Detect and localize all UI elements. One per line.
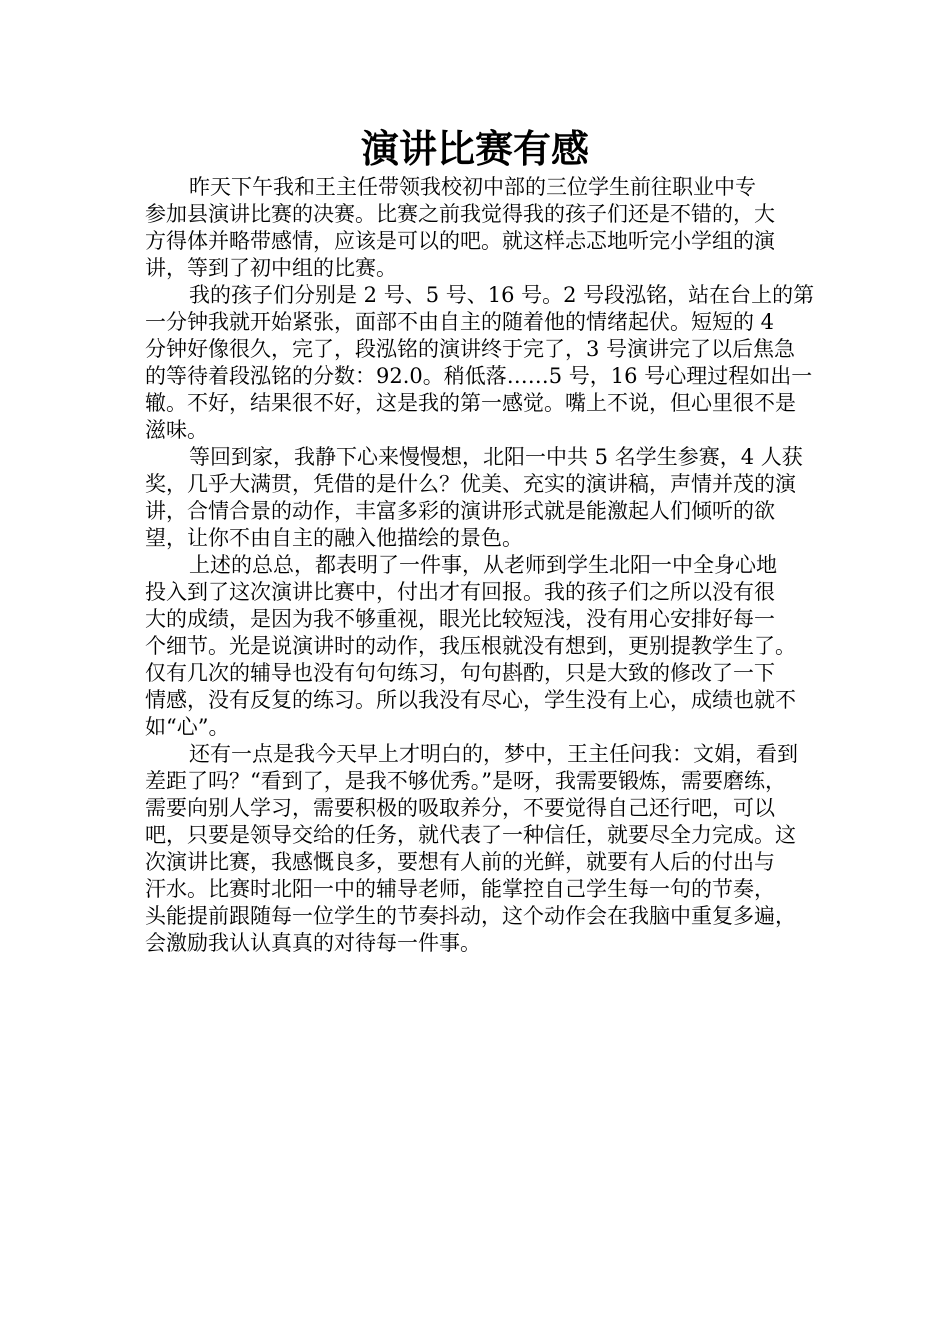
paragraph-4 xyxy=(145,552,817,741)
paragraph-line: 会激励我认认真真的对待每一件事。 xyxy=(145,931,481,955)
paragraph-line: 情感，没有反复的练习。所以我没有尽心，学生没有上心，成绩也就不 xyxy=(145,688,796,712)
paragraph-line: 我的孩子们分别是 2 号、5 号、16 号。2 号段泓铭，站在台上的第 xyxy=(189,283,815,307)
paragraph-line: 等回到家，我静下心来慢慢想，北阳一中共 5 名学生参赛，4 人获 xyxy=(189,445,803,469)
document-body xyxy=(145,174,817,957)
paragraph-line: 还有一点是我今天早上才明白的，梦中，王主任问我：文娟，看到 xyxy=(189,742,798,766)
paragraph-line: 大的成绩，是因为我不够重视，眼光比较短浅，没有用心安排好每一 xyxy=(145,607,775,631)
paragraph-2 xyxy=(145,282,817,444)
paragraph-line: 滋味。 xyxy=(145,418,208,442)
paragraph-line: 汗水。比赛时北阳一中的辅导老师，能掌控自己学生每一句的节奏， xyxy=(145,877,775,901)
paragraph-line: 需要向别人学习，需要积极的吸取养分，不要觉得自己还行吧，可以 xyxy=(145,796,775,820)
paragraph-line: 仅有几次的辅导也没有句句练习，句句斟酌，只是大致的修改了一下 xyxy=(145,661,775,685)
document-title: 演讲比赛有感 xyxy=(360,127,589,171)
paragraph-line: 次演讲比赛，我感慨良多，要想有人前的光鲜，就要有人后的付出与 xyxy=(145,850,775,874)
paragraph-line: 个细节。光是说演讲时的动作，我压根就没有想到，更别提教学生了。 xyxy=(145,634,796,658)
paragraph-5 xyxy=(145,741,817,957)
paragraph-line: 如“心”。 xyxy=(145,715,230,739)
paragraph-line: 昨天下午我和王主任带领我校初中部的三位学生前往职业中专 xyxy=(189,175,756,199)
paragraph-line: 吧，只要是领导交给的任务，就代表了一种信任，就要尽全力完成。这 xyxy=(145,823,796,847)
paragraph-line: 上述的总总，都表明了一件事，从老师到学生北阳一中全身心地 xyxy=(189,553,777,577)
paragraph-3 xyxy=(145,444,817,552)
paragraph-line: 分钟好像很久，完了，段泓铭的演讲终于完了，3 号演讲完了以后焦急 xyxy=(145,337,796,361)
paragraph-line: 的等待着段泓铭的分数：92.0。稍低落……5 号，16 号心理过程如出一 xyxy=(145,364,813,388)
paragraph-line: 望，让你不由自主的融入他描绘的景色。 xyxy=(145,526,523,550)
paragraph-1 xyxy=(145,174,817,282)
paragraph-line: 方得体并略带感情，应该是可以的吧。就这样忐忑地听完小学组的演 xyxy=(145,229,775,253)
paragraph-line: 差距了吗？“看到了，是我不够优秀。”是呀，我需要锻炼，需要磨练， xyxy=(145,769,786,793)
paragraph-line: 投入到了这次演讲比赛中，付出才有回报。我的孩子们之所以没有很 xyxy=(145,580,775,604)
paragraph-line: 一分钟我就开始紧张，面部不由自主的随着他的情绪起伏。短短的 4 xyxy=(145,310,775,334)
paragraph-line: 辙。不好，结果很不好，这是我的第一感觉。嘴上不说，但心里很不是 xyxy=(145,391,796,415)
paragraph-line: 参加县演讲比赛的决赛。比赛之前我觉得我的孩子们还是不错的，大 xyxy=(145,202,775,226)
paragraph-line: 讲，合情合景的动作，丰富多彩的演讲形式就是能激起人们倾听的欲 xyxy=(145,499,775,523)
paragraph-line: 头能提前跟随每一位学生的节奏抖动，这个动作会在我脑中重复多遍， xyxy=(145,904,796,928)
paragraph-line: 奖，几乎大满贯，凭借的是什么？优美、充实的演讲稿，声情并茂的演 xyxy=(145,472,796,496)
paragraph-line: 讲，等到了初中组的比赛。 xyxy=(145,256,397,280)
